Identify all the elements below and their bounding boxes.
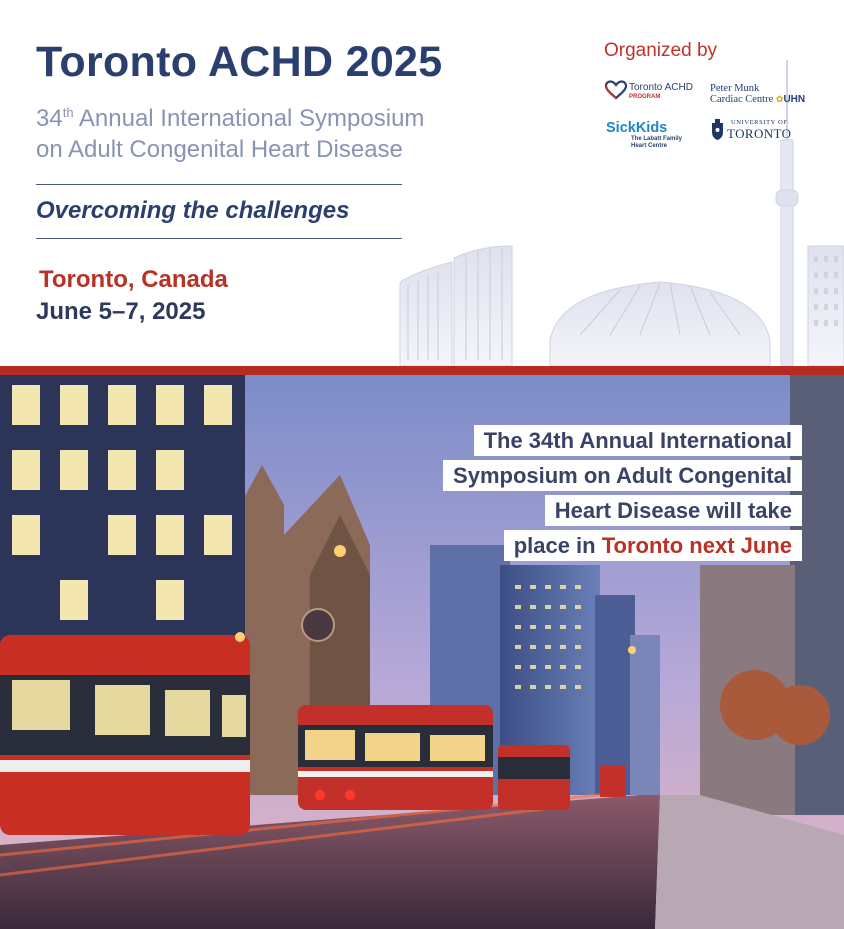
header-banner <box>0 0 844 366</box>
subtitle-suffix: th <box>62 105 74 120</box>
sickkids-sub2: Heart Centre <box>631 143 668 149</box>
peter-munk-line1: Peter Munk <box>710 83 760 94</box>
subtitle-line2: on Adult Congenital Heart Disease <box>36 136 403 163</box>
peter-munk-line2: Cardiac Centre <box>710 94 774 105</box>
event-subtitle <box>36 97 424 165</box>
toronto-achd-name: Toronto ACHD <box>629 82 693 93</box>
sickkids-name: SickKids <box>606 120 668 136</box>
toronto-achd-sub: PROGRAM <box>629 94 661 100</box>
uoft-line1: UNIVERSITY OF <box>730 119 788 126</box>
red-divider-bar <box>0 366 844 375</box>
uoft-line2: TORONTO <box>727 126 792 141</box>
peter-munk-logo <box>710 83 805 105</box>
subtitle-ordinal: 34 <box>36 105 63 132</box>
heart-logo-icon <box>604 80 628 100</box>
announcement-callout <box>443 423 802 563</box>
event-tagline: Overcoming the challenges <box>36 197 350 224</box>
event-title: Toronto ACHD 2025 <box>36 38 443 86</box>
toronto-achd-logo <box>604 80 693 101</box>
organized-by-heading: Organized by <box>604 40 718 61</box>
uoft-logo <box>711 119 791 142</box>
subtitle-line1-rest: Annual International Symposium <box>73 105 425 132</box>
uhn-label: UHN <box>783 94 806 105</box>
callout-line2: Symposium on Adult Congenital <box>443 460 802 491</box>
top-divider <box>36 184 402 185</box>
event-location: Toronto, Canada <box>39 266 228 293</box>
callout-line3: Heart Disease will take <box>545 495 802 526</box>
sickkids-logo <box>606 120 682 150</box>
maple-leaf-icon: ✿ <box>775 94 784 104</box>
crest-icon <box>711 119 724 141</box>
sickkids-sub1: The Labatt Family <box>631 136 683 142</box>
callout-line4-pre: place in <box>513 533 602 558</box>
callout-line1: The 34th Annual International <box>474 425 802 456</box>
callout-highlight: Toronto next June <box>601 533 792 558</box>
bottom-divider <box>36 238 402 239</box>
callout-line4 <box>504 530 802 561</box>
event-dates: June 5–7, 2025 <box>36 298 206 325</box>
